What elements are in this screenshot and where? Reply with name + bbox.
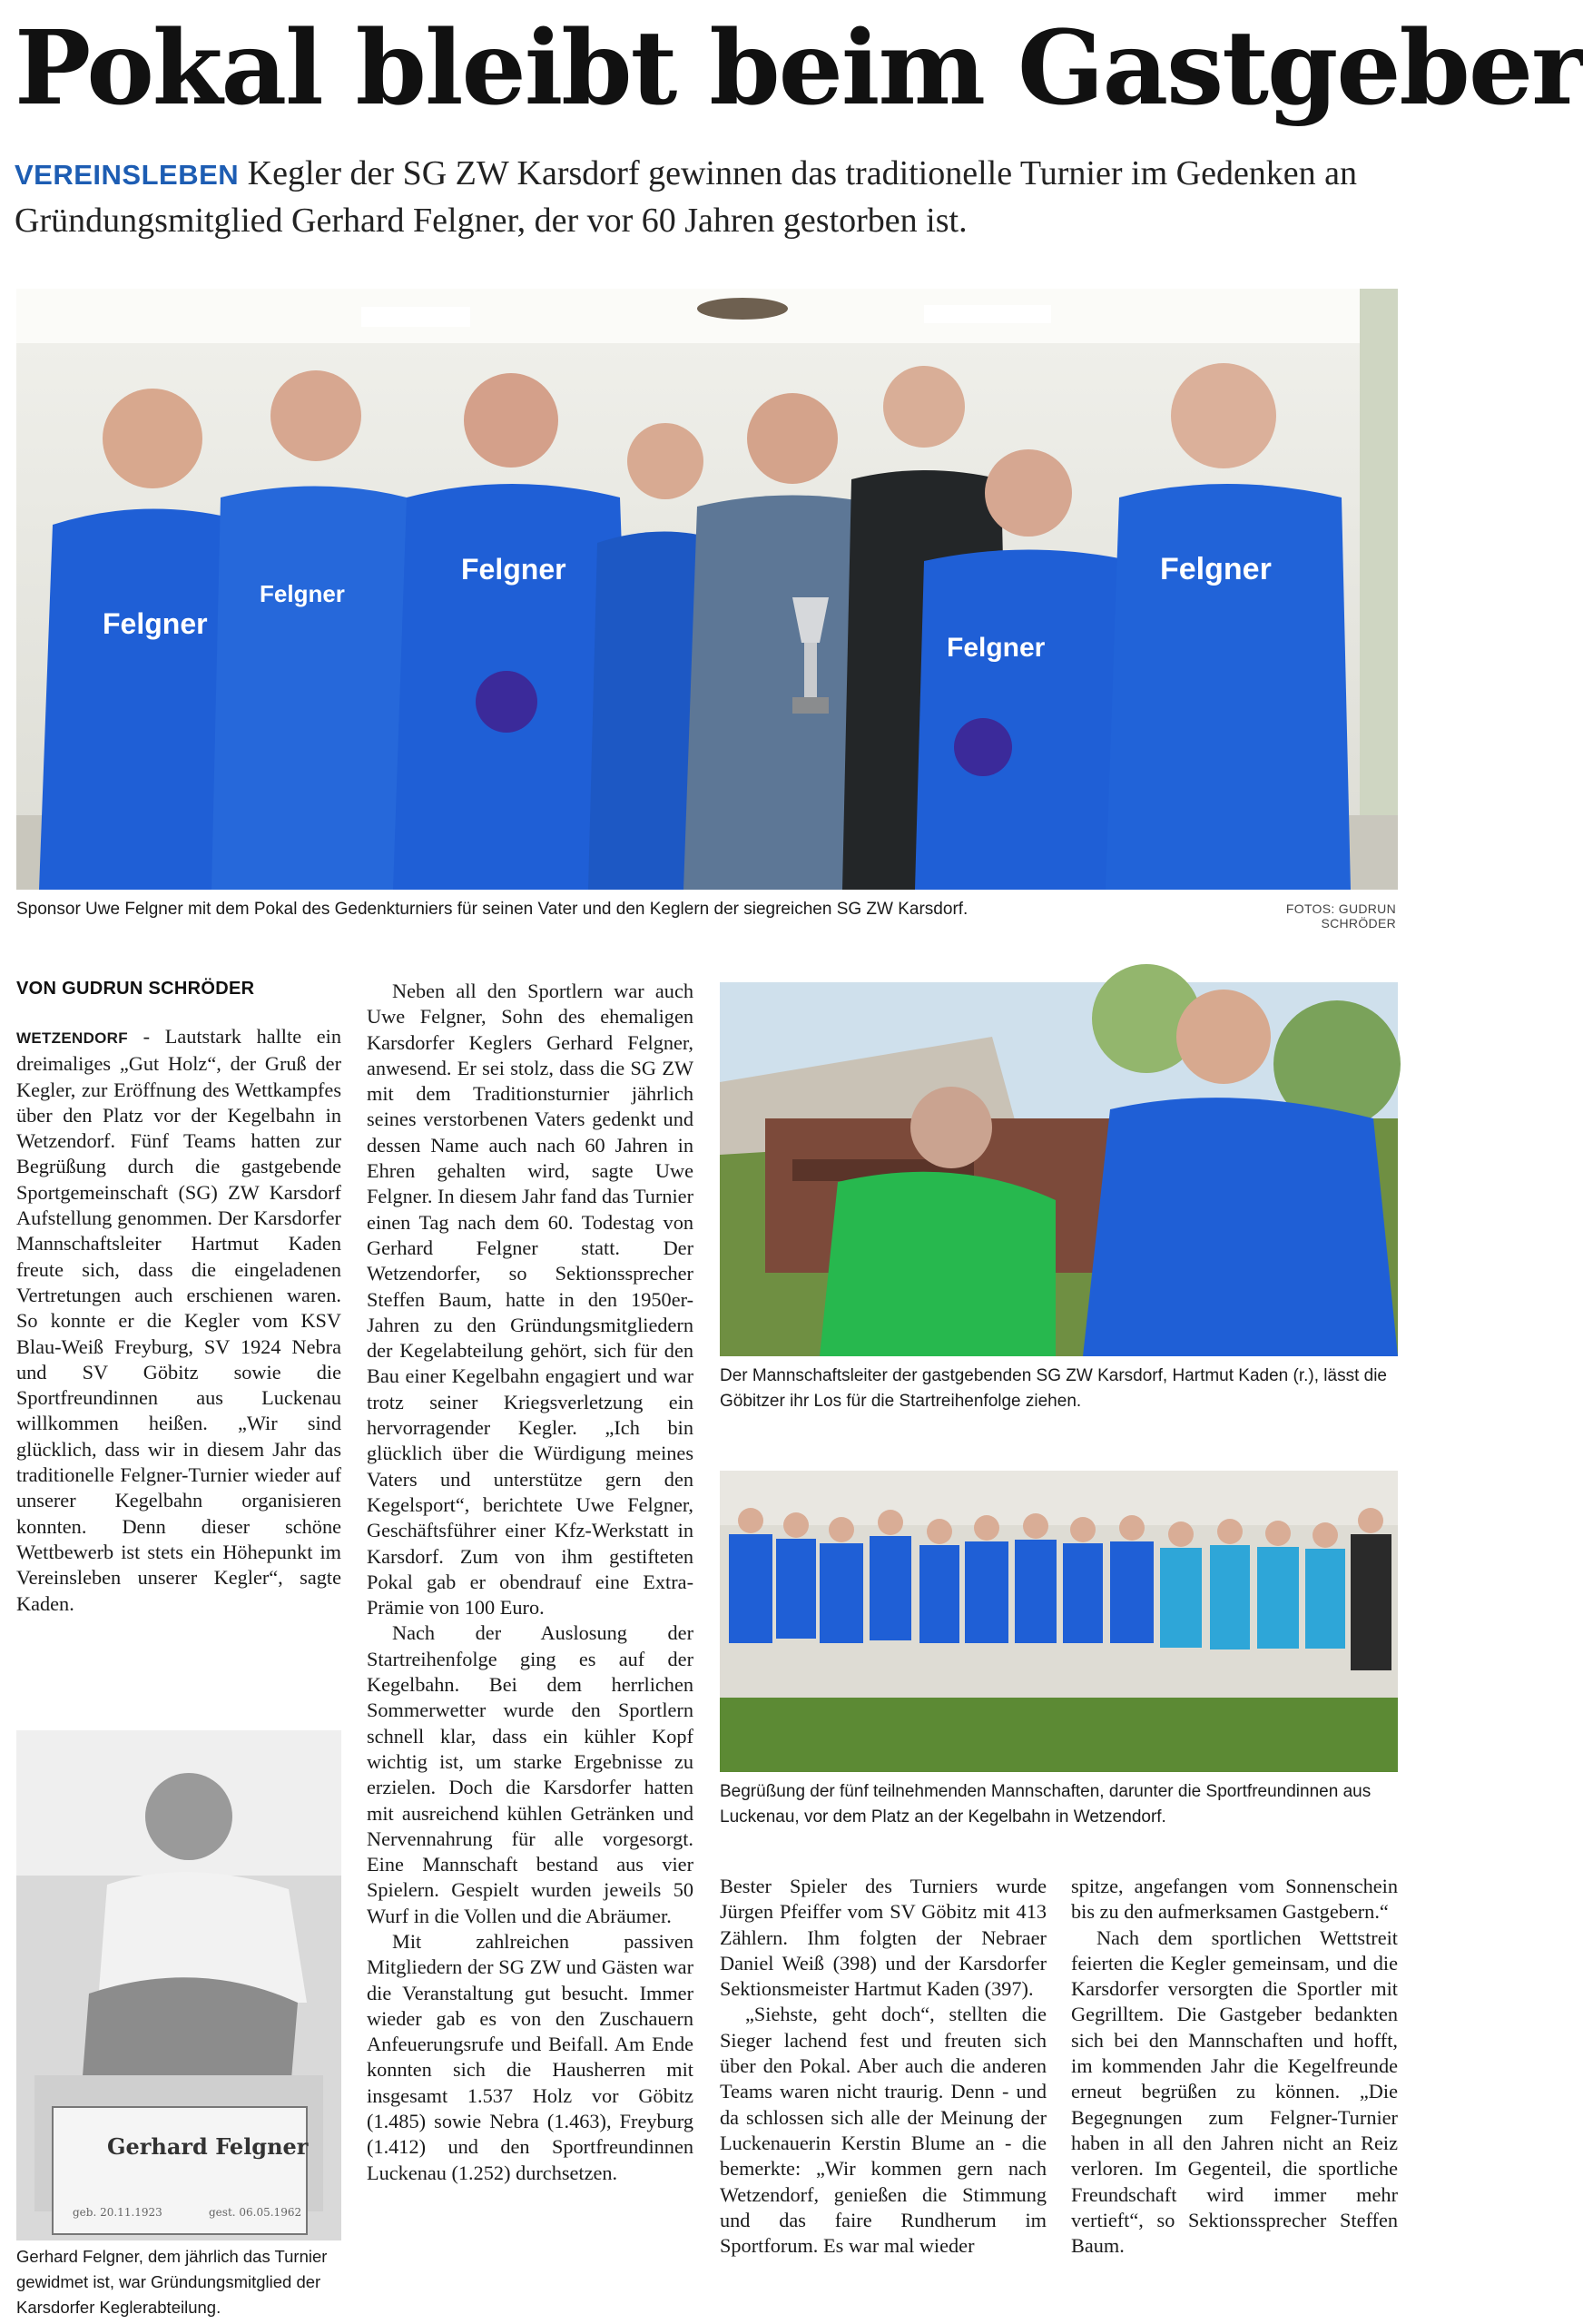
svg-text:Felgner: Felgner xyxy=(103,607,208,640)
svg-text:Felgner: Felgner xyxy=(1160,552,1272,586)
archive-photo-caption: Gerhard Felgner, dem jährlich das Turnier gewidmet ist, war Gründungsmitglied der Karsdorfer Keglerabteilung. xyxy=(16,2247,328,2317)
text-column-4 xyxy=(1071,1874,1398,2259)
draw-photo-caption: Der Mannschaftsleiter der gastgebenden SG ZW Karsdorf, Hartmut Kaden (r.), lässt die Göbitzer ihr Los für die Startreihenfolge ziehen. xyxy=(720,1366,1387,1411)
main-photo-caption: Sponsor Uwe Felgner mit dem Pokal des Gedenkturniers für seinen Vater und den Keglern der siegreichen SG ZW Karsdorf. xyxy=(16,900,968,919)
article-headline: Pokal bleibt beim Gastgeber xyxy=(15,9,1583,128)
paragraph-8: Nach dem sportlichen Wettstreit feierten die Kegler gemeinsam, und die Karsdorfer versorgten die Sportler mit Gegrilltem. Die Gastgeber bedankten sich bei den Mannschaften und hofft, im kommenden Jahr die Kegelfreunde erneut begrüßen zu können. „Die Begegnungen zum Felgner-Turnier haben in all den Jahren nicht an Reiz verloren. Im Gegenteil, die sportliche Freundschaft wird immer mehr vertieft“, so Sektionssprecher Steffen Baum. xyxy=(1071,1925,1398,2258)
paragraph-6: „Siehste, geht doch“, stellten die Sieger lachend fest und freuten sich über den Pokal. Aber auch die anderen Teams waren nicht traurig. Denn - und da schlossen sich alle der Meinung der Luckenauerin Kerstin Blume an - die bemerkte: „Wir kommen gern nach Wetzendorf, genießen die Stimmung und das faire Rundherum im Sportforum. Es war mal wieder xyxy=(720,2003,1047,2258)
group-photo-caption: Begrüßung der fünf teilnehmenden Mannschaften, darunter die Sportfreundinnen aus Luckenau, vor dem Platz an der Kegelbahn in Wetzendorf. xyxy=(720,1782,1372,1827)
paragraph-2: Neben all den Sportlern war auch Uwe Felgner, Sohn des ehemaligen Karsdorfer Keglers Gerhard Felgner, anwesend. Er sei stolz, dass die SG ZW mit dem Traditionsturnier jährlich seines verstorbenen Vaters gedenkt und dessen Name auch nach 60 Jahren in Ehren gehalten wird, sagte Uwe Felgner. In diesem Jahr fand das Turnier einen Tag nach dem 60. Todestag von Gerhard Felgner statt. Der Wetzendorfer, so Sektionssprecher Steffen Baum, hatte in den 1950er-Jahren zu den Gründungsmitgliedern der Kegelabteilung gehört, sich für den Bau einer Kegelbahn engagiert und war trotz seiner Kriegsverletzung ein hervorragender Kegler. „Ich bin glücklich über die Würdigung meines Vaters und unterstütze gern den Kegelsport“, berichtete Uwe Felgner, Geschäftsführer einer Kfz-Werkstatt in Karsdorf. Zum von ihm gestifteten Pokal gab er obendrauf eine Extra-Prämie von 100 Euro. xyxy=(367,980,693,1620)
svg-text:Felgner: Felgner xyxy=(947,633,1046,663)
deck-text: Kegler der SG ZW Karsdorf gewinnen das traditionelle Turnier im Gedenken an Gründungsmitglied Gerhard Felgner, der vor 60 Jahren gestorben ist. xyxy=(15,154,1358,240)
plaque-name: Gerhard Felgner xyxy=(107,2133,309,2160)
paragraph-1: - Lautstark hallte ein dreimaliges „Gut Holz“, der Gruß der Kegler, zur Eröffnung des Wettkampfes über den Platz vor der Kegelbahn in Wetzendorf. Fünf Teams hatten zur Begrüßung durch die gastgebende Sportgemeinschaft (SG) ZW Karsdorf Aufstellung genommen. Der Karsdorfer Mannschaftsleiter Hartmut Kaden freute sich, dass die eingeladenen Vertretungen auch erschienen waren. So konnte er die Kegler vom KSV Blau-Weiß Freyburg, SV 1924 Nebra und SV Göbitz sowie die Sportfreundinnen aus Luckenau willkommen heißen. „Wir sind glücklich, dass wir in diesem Jahr das traditionelle Felgner-Turnier wieder auf unserer Kegelbahn organisieren konnten. Denn dieser schöne Wettbewerb ist stets ein Höhepunkt im Vereinsleben unserer Kegler“, sagte Kaden. xyxy=(16,1025,341,1615)
plaque-died: gest. 06.05.1962 xyxy=(209,2206,302,2219)
draw-photo xyxy=(720,982,1398,1356)
photo-credit: FOTOS: GUDRUN SCHRÖDER xyxy=(1285,901,1396,931)
text-column-2 xyxy=(367,979,693,2186)
paragraph-5: Bester Spieler des Turniers wurde Jürgen Pfeiffer vom SV Göbitz mit 413 Zählern. Ihm folgten der Nebraer Daniel Weiß (398) und der Karsdorfer Sektionsmeister Hartmut Kaden (397). xyxy=(720,1875,1047,2001)
text-column-3 xyxy=(720,1874,1047,2259)
archive-photo xyxy=(16,1730,341,2240)
byline: VON GUDRUN SCHRÖDER xyxy=(16,979,255,999)
group-photo xyxy=(720,1471,1398,1772)
svg-text:Felgner: Felgner xyxy=(260,580,345,607)
dateline: WETZENDORF xyxy=(16,1029,128,1047)
paragraph-3: Nach der Auslosung der Startreihenfolge ging es auf der Kegelbahn. Bei dem herrlichen Sommerwetter wurde den Sportlern schnell klar, dass ein kühler Kopf wichtig ist, um starke Ergebnisse zu erzielen. Doch die Karsdorfer hatten mit ausreichend kühlen Getränken und Nervennahrung für alle vorgesorgt. Eine Mannschaft bestand aus vier Spielern. Gespielt wurden jeweils 50 Wurf in die Vollen und die Abräumer. xyxy=(367,1621,693,1927)
paragraph-4: Mit zahlreichen passiven Mitgliedern der SG ZW und Gästen war die Veranstaltung gut besucht. Immer wieder gab es von den Zuschauern Anfeuerungsrufe und Beifall. Am Ende konnten sich die Hausherren mit insgesamt 1.537 Holz vor Göbitz (1.485) sowie Nebra (1.463), Freyburg (1.412) und den Sportfreundinnen Luckenau (1.252) durchsetzen. xyxy=(367,1929,693,2184)
article-deck xyxy=(15,151,1376,243)
paragraph-7: spitze, angefangen vom Sonnenschein bis zu den aufmerksamen Gastgebern.“ xyxy=(1071,1875,1398,1924)
svg-text:Felgner: Felgner xyxy=(461,553,566,586)
main-photo xyxy=(16,289,1398,890)
plaque-born: geb. 20.11.1923 xyxy=(73,2206,162,2219)
section-kicker: VEREINSLEBEN xyxy=(15,159,240,191)
text-column-1 xyxy=(16,1024,341,1617)
